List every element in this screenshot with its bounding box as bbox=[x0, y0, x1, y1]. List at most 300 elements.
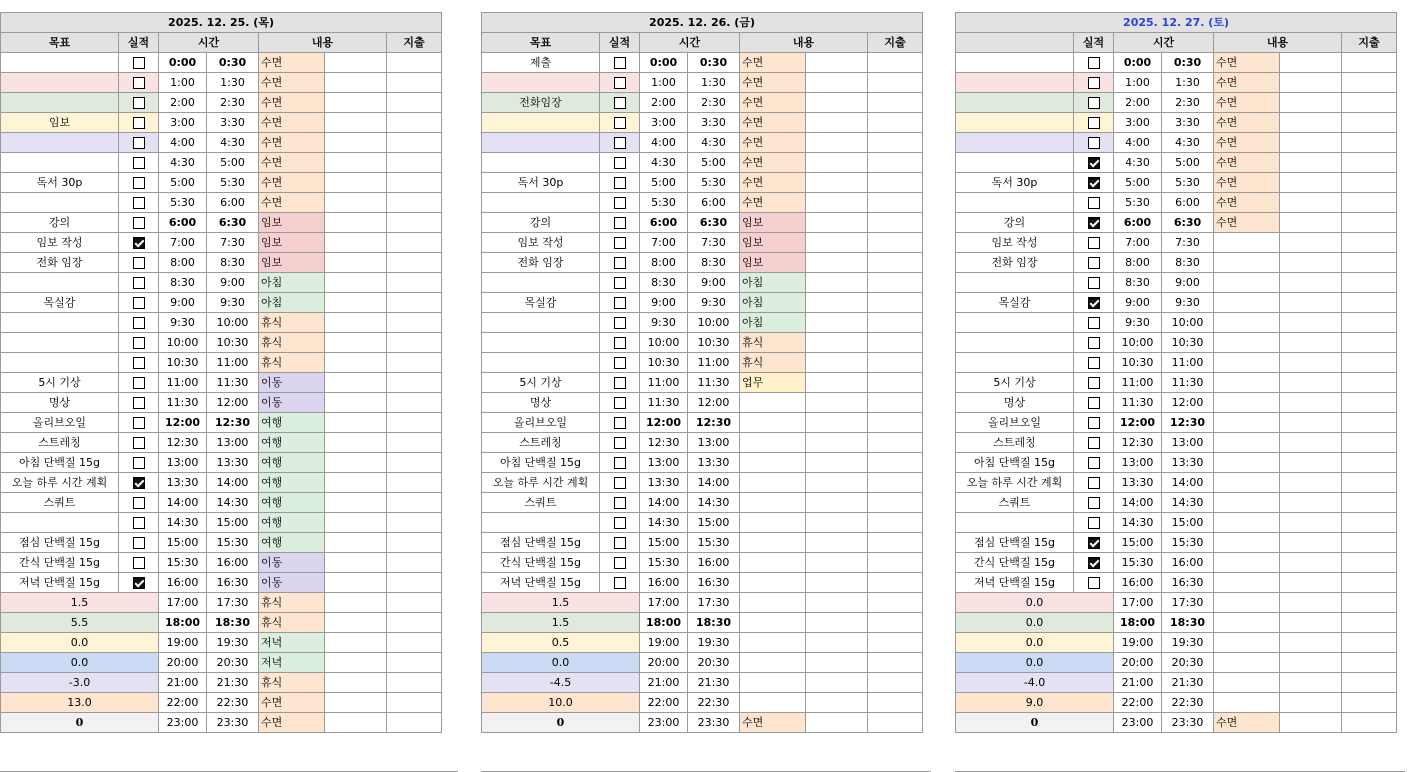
expense-cell[interactable] bbox=[387, 573, 442, 593]
content-note-cell[interactable] bbox=[325, 353, 387, 373]
content-note-cell[interactable] bbox=[325, 213, 387, 233]
expense-cell[interactable] bbox=[387, 93, 442, 113]
content-cell[interactable]: 수면 bbox=[740, 713, 806, 733]
goal-cell[interactable] bbox=[1, 353, 119, 373]
content-note-cell[interactable] bbox=[325, 553, 387, 573]
done-checkbox[interactable] bbox=[1088, 217, 1100, 229]
done-checkbox[interactable] bbox=[614, 397, 626, 409]
content-note-cell[interactable] bbox=[1280, 313, 1342, 333]
content-cell[interactable]: 아침 bbox=[259, 273, 325, 293]
goal-cell[interactable]: 오늘 하루 시간 계획 bbox=[956, 473, 1074, 493]
content-note-cell[interactable] bbox=[806, 233, 868, 253]
expense-cell[interactable] bbox=[868, 653, 923, 673]
done-checkbox[interactable] bbox=[614, 237, 626, 249]
expense-cell[interactable] bbox=[868, 613, 923, 633]
content-cell[interactable] bbox=[1214, 513, 1280, 533]
content-note-cell[interactable] bbox=[806, 173, 868, 193]
done-checkbox[interactable] bbox=[1088, 377, 1100, 389]
content-cell[interactable] bbox=[740, 393, 806, 413]
done-checkbox[interactable] bbox=[614, 517, 626, 529]
content-note-cell[interactable] bbox=[806, 633, 868, 653]
content-cell[interactable]: 수면 bbox=[1214, 93, 1280, 113]
content-note-cell[interactable] bbox=[1280, 633, 1342, 653]
done-checkbox[interactable] bbox=[614, 217, 626, 229]
content-note-cell[interactable] bbox=[1280, 393, 1342, 413]
expense-cell[interactable] bbox=[868, 233, 923, 253]
content-note-cell[interactable] bbox=[325, 393, 387, 413]
content-cell[interactable] bbox=[1214, 693, 1280, 713]
expense-cell[interactable] bbox=[387, 613, 442, 633]
done-checkbox[interactable] bbox=[614, 417, 626, 429]
goal-cell[interactable] bbox=[482, 153, 600, 173]
content-cell[interactable]: 수면 bbox=[1214, 113, 1280, 133]
content-cell[interactable] bbox=[1214, 433, 1280, 453]
content-cell[interactable] bbox=[740, 513, 806, 533]
expense-cell[interactable] bbox=[387, 193, 442, 213]
goal-cell[interactable]: 목실감 bbox=[482, 293, 600, 313]
content-note-cell[interactable] bbox=[806, 73, 868, 93]
goal-cell[interactable] bbox=[956, 93, 1074, 113]
content-cell[interactable]: 여행 bbox=[259, 473, 325, 493]
goal-cell[interactable]: 목실감 bbox=[1, 293, 119, 313]
content-cell[interactable]: 수면 bbox=[1214, 73, 1280, 93]
done-checkbox[interactable] bbox=[133, 257, 145, 269]
expense-cell[interactable] bbox=[1342, 133, 1397, 153]
expense-cell[interactable] bbox=[1342, 373, 1397, 393]
content-note-cell[interactable] bbox=[1280, 53, 1342, 73]
content-cell[interactable]: 수면 bbox=[259, 113, 325, 133]
content-cell[interactable]: 수면 bbox=[1214, 213, 1280, 233]
done-checkbox[interactable] bbox=[614, 297, 626, 309]
content-note-cell[interactable] bbox=[325, 93, 387, 113]
content-cell[interactable]: 수면 bbox=[1214, 53, 1280, 73]
expense-cell[interactable] bbox=[868, 473, 923, 493]
content-cell[interactable] bbox=[1214, 333, 1280, 353]
content-cell[interactable]: 임보 bbox=[740, 253, 806, 273]
content-cell[interactable] bbox=[1214, 273, 1280, 293]
goal-cell[interactable]: 저녁 단백질 15g bbox=[1, 573, 119, 593]
goal-cell[interactable]: 스트레칭 bbox=[1, 433, 119, 453]
content-note-cell[interactable] bbox=[806, 573, 868, 593]
expense-cell[interactable] bbox=[387, 333, 442, 353]
goal-cell[interactable]: 5시 기상 bbox=[956, 373, 1074, 393]
content-note-cell[interactable] bbox=[1280, 713, 1342, 733]
content-note-cell[interactable] bbox=[806, 93, 868, 113]
expense-cell[interactable] bbox=[868, 573, 923, 593]
goal-cell[interactable] bbox=[1, 53, 119, 73]
done-checkbox[interactable] bbox=[1088, 497, 1100, 509]
expense-cell[interactable] bbox=[1342, 313, 1397, 333]
content-note-cell[interactable] bbox=[325, 673, 387, 693]
expense-cell[interactable] bbox=[387, 293, 442, 313]
done-checkbox[interactable] bbox=[614, 357, 626, 369]
content-cell[interactable]: 여행 bbox=[259, 433, 325, 453]
content-note-cell[interactable] bbox=[806, 293, 868, 313]
goal-cell[interactable] bbox=[1, 153, 119, 173]
expense-cell[interactable] bbox=[1342, 553, 1397, 573]
done-checkbox[interactable] bbox=[614, 337, 626, 349]
expense-cell[interactable] bbox=[1342, 53, 1397, 73]
content-note-cell[interactable] bbox=[325, 373, 387, 393]
goal-cell[interactable]: 올리브오일 bbox=[482, 413, 600, 433]
goal-cell[interactable]: 전화 임장 bbox=[482, 253, 600, 273]
content-cell[interactable]: 수면 bbox=[259, 133, 325, 153]
content-cell[interactable]: 아침 bbox=[740, 313, 806, 333]
content-note-cell[interactable] bbox=[1280, 133, 1342, 153]
content-note-cell[interactable] bbox=[806, 273, 868, 293]
content-note-cell[interactable] bbox=[1280, 493, 1342, 513]
content-note-cell[interactable] bbox=[1280, 693, 1342, 713]
content-note-cell[interactable] bbox=[806, 513, 868, 533]
content-cell[interactable] bbox=[1214, 593, 1280, 613]
expense-cell[interactable] bbox=[387, 413, 442, 433]
content-note-cell[interactable] bbox=[325, 313, 387, 333]
expense-cell[interactable] bbox=[387, 313, 442, 333]
done-checkbox[interactable] bbox=[133, 417, 145, 429]
content-cell[interactable] bbox=[740, 493, 806, 513]
expense-cell[interactable] bbox=[1342, 173, 1397, 193]
content-note-cell[interactable] bbox=[325, 473, 387, 493]
goal-cell[interactable] bbox=[1, 313, 119, 333]
expense-cell[interactable] bbox=[868, 533, 923, 553]
done-checkbox[interactable] bbox=[133, 477, 145, 489]
content-note-cell[interactable] bbox=[806, 613, 868, 633]
content-cell[interactable] bbox=[740, 553, 806, 573]
expense-cell[interactable] bbox=[868, 213, 923, 233]
goal-cell[interactable] bbox=[956, 53, 1074, 73]
done-checkbox[interactable] bbox=[133, 157, 145, 169]
expense-cell[interactable] bbox=[868, 73, 923, 93]
expense-cell[interactable] bbox=[1342, 493, 1397, 513]
content-note-cell[interactable] bbox=[806, 453, 868, 473]
content-note-cell[interactable] bbox=[1280, 533, 1342, 553]
content-cell[interactable]: 수면 bbox=[740, 173, 806, 193]
expense-cell[interactable] bbox=[868, 633, 923, 653]
expense-cell[interactable] bbox=[1342, 693, 1397, 713]
content-cell[interactable]: 수면 bbox=[259, 153, 325, 173]
content-cell[interactable] bbox=[1214, 553, 1280, 573]
goal-cell[interactable]: 전화임장 bbox=[482, 93, 600, 113]
content-note-cell[interactable] bbox=[806, 313, 868, 333]
goal-cell[interactable] bbox=[956, 153, 1074, 173]
content-cell[interactable] bbox=[740, 653, 806, 673]
content-note-cell[interactable] bbox=[325, 153, 387, 173]
content-note-cell[interactable] bbox=[806, 113, 868, 133]
content-cell[interactable]: 수면 bbox=[740, 133, 806, 153]
done-checkbox[interactable] bbox=[614, 277, 626, 289]
goal-cell[interactable] bbox=[482, 113, 600, 133]
content-cell[interactable]: 수면 bbox=[259, 713, 325, 733]
goal-cell[interactable]: 오늘 하루 시간 계획 bbox=[482, 473, 600, 493]
content-cell[interactable]: 수면 bbox=[1214, 193, 1280, 213]
content-cell[interactable]: 저녁 bbox=[259, 633, 325, 653]
content-note-cell[interactable] bbox=[806, 153, 868, 173]
content-cell[interactable]: 수면 bbox=[740, 153, 806, 173]
content-note-cell[interactable] bbox=[806, 253, 868, 273]
goal-cell[interactable]: 명상 bbox=[1, 393, 119, 413]
expense-cell[interactable] bbox=[1342, 233, 1397, 253]
content-note-cell[interactable] bbox=[1280, 373, 1342, 393]
goal-cell[interactable]: 스쿼트 bbox=[956, 493, 1074, 513]
content-note-cell[interactable] bbox=[1280, 653, 1342, 673]
done-checkbox[interactable] bbox=[1088, 77, 1100, 89]
goal-cell[interactable]: 독서 30p bbox=[1, 173, 119, 193]
done-checkbox[interactable] bbox=[1088, 117, 1100, 129]
goal-cell[interactable]: 임보 작성 bbox=[482, 233, 600, 253]
goal-cell[interactable] bbox=[482, 133, 600, 153]
content-note-cell[interactable] bbox=[325, 173, 387, 193]
content-cell[interactable]: 이동 bbox=[259, 373, 325, 393]
goal-cell[interactable] bbox=[1, 333, 119, 353]
content-note-cell[interactable] bbox=[1280, 673, 1342, 693]
expense-cell[interactable] bbox=[1342, 413, 1397, 433]
goal-cell[interactable]: 간식 단백질 15g bbox=[482, 553, 600, 573]
done-checkbox[interactable] bbox=[614, 557, 626, 569]
done-checkbox[interactable] bbox=[614, 317, 626, 329]
done-checkbox[interactable] bbox=[133, 117, 145, 129]
expense-cell[interactable] bbox=[1342, 653, 1397, 673]
goal-cell[interactable] bbox=[956, 513, 1074, 533]
content-note-cell[interactable] bbox=[325, 73, 387, 93]
expense-cell[interactable] bbox=[387, 393, 442, 413]
content-cell[interactable]: 수면 bbox=[740, 193, 806, 213]
done-checkbox[interactable] bbox=[1088, 337, 1100, 349]
expense-cell[interactable] bbox=[868, 253, 923, 273]
expense-cell[interactable] bbox=[387, 653, 442, 673]
goal-cell[interactable] bbox=[482, 193, 600, 213]
done-checkbox[interactable] bbox=[133, 197, 145, 209]
done-checkbox[interactable] bbox=[133, 497, 145, 509]
content-note-cell[interactable] bbox=[806, 193, 868, 213]
done-checkbox[interactable] bbox=[133, 517, 145, 529]
content-cell[interactable]: 수면 bbox=[1214, 173, 1280, 193]
content-cell[interactable]: 여행 bbox=[259, 413, 325, 433]
done-checkbox[interactable] bbox=[614, 477, 626, 489]
done-checkbox[interactable] bbox=[1088, 237, 1100, 249]
content-cell[interactable] bbox=[1214, 373, 1280, 393]
content-note-cell[interactable] bbox=[325, 133, 387, 153]
content-note-cell[interactable] bbox=[1280, 513, 1342, 533]
done-checkbox[interactable] bbox=[1088, 517, 1100, 529]
expense-cell[interactable] bbox=[1342, 113, 1397, 133]
done-checkbox[interactable] bbox=[133, 177, 145, 189]
expense-cell[interactable] bbox=[1342, 73, 1397, 93]
expense-cell[interactable] bbox=[387, 213, 442, 233]
expense-cell[interactable] bbox=[868, 113, 923, 133]
goal-cell[interactable] bbox=[956, 313, 1074, 333]
done-checkbox[interactable] bbox=[1088, 437, 1100, 449]
expense-cell[interactable] bbox=[1342, 633, 1397, 653]
content-note-cell[interactable] bbox=[806, 653, 868, 673]
expense-cell[interactable] bbox=[1342, 353, 1397, 373]
goal-cell[interactable]: 5시 기상 bbox=[1, 373, 119, 393]
content-note-cell[interactable] bbox=[806, 213, 868, 233]
goal-cell[interactable]: 올리브오일 bbox=[956, 413, 1074, 433]
content-note-cell[interactable] bbox=[325, 233, 387, 253]
expense-cell[interactable] bbox=[1342, 613, 1397, 633]
expense-cell[interactable] bbox=[387, 73, 442, 93]
expense-cell[interactable] bbox=[868, 713, 923, 733]
goal-cell[interactable]: 명상 bbox=[482, 393, 600, 413]
expense-cell[interactable] bbox=[868, 673, 923, 693]
goal-cell[interactable] bbox=[956, 113, 1074, 133]
goal-cell[interactable]: 강의 bbox=[1, 213, 119, 233]
goal-cell[interactable]: 스쿼트 bbox=[482, 493, 600, 513]
expense-cell[interactable] bbox=[868, 93, 923, 113]
content-note-cell[interactable] bbox=[325, 253, 387, 273]
expense-cell[interactable] bbox=[868, 393, 923, 413]
done-checkbox[interactable] bbox=[133, 217, 145, 229]
goal-cell[interactable]: 강의 bbox=[956, 213, 1074, 233]
content-cell[interactable]: 임보 bbox=[259, 233, 325, 253]
goal-cell[interactable] bbox=[482, 313, 600, 333]
expense-cell[interactable] bbox=[387, 173, 442, 193]
goal-cell[interactable]: 점심 단백질 15g bbox=[956, 533, 1074, 553]
expense-cell[interactable] bbox=[868, 413, 923, 433]
done-checkbox[interactable] bbox=[1088, 317, 1100, 329]
goal-cell[interactable]: 점심 단백질 15g bbox=[1, 533, 119, 553]
goal-cell[interactable]: 전화 임장 bbox=[956, 253, 1074, 273]
done-checkbox[interactable] bbox=[133, 397, 145, 409]
expense-cell[interactable] bbox=[387, 453, 442, 473]
expense-cell[interactable] bbox=[1342, 673, 1397, 693]
done-checkbox[interactable] bbox=[614, 457, 626, 469]
content-note-cell[interactable] bbox=[806, 673, 868, 693]
content-cell[interactable] bbox=[1214, 673, 1280, 693]
expense-cell[interactable] bbox=[868, 513, 923, 533]
goal-cell[interactable] bbox=[956, 353, 1074, 373]
goal-cell[interactable]: 임보 작성 bbox=[1, 233, 119, 253]
done-checkbox[interactable] bbox=[614, 577, 626, 589]
content-note-cell[interactable] bbox=[325, 273, 387, 293]
content-cell[interactable] bbox=[1214, 313, 1280, 333]
expense-cell[interactable] bbox=[387, 433, 442, 453]
done-checkbox[interactable] bbox=[1088, 537, 1100, 549]
content-cell[interactable]: 여행 bbox=[259, 533, 325, 553]
done-checkbox[interactable] bbox=[1088, 457, 1100, 469]
goal-cell[interactable] bbox=[1, 513, 119, 533]
content-cell[interactable]: 수면 bbox=[259, 73, 325, 93]
content-note-cell[interactable] bbox=[1280, 273, 1342, 293]
content-cell[interactable]: 휴식 bbox=[259, 593, 325, 613]
content-cell[interactable] bbox=[1214, 493, 1280, 513]
content-cell[interactable]: 아침 bbox=[740, 273, 806, 293]
expense-cell[interactable] bbox=[387, 153, 442, 173]
goal-cell[interactable]: 임보 bbox=[1, 113, 119, 133]
done-checkbox[interactable] bbox=[133, 77, 145, 89]
content-note-cell[interactable] bbox=[1280, 333, 1342, 353]
content-note-cell[interactable] bbox=[325, 453, 387, 473]
content-cell[interactable] bbox=[740, 633, 806, 653]
expense-cell[interactable] bbox=[1342, 473, 1397, 493]
content-note-cell[interactable] bbox=[1280, 73, 1342, 93]
goal-cell[interactable]: 강의 bbox=[482, 213, 600, 233]
content-cell[interactable] bbox=[740, 593, 806, 613]
content-cell[interactable] bbox=[1214, 633, 1280, 653]
expense-cell[interactable] bbox=[387, 473, 442, 493]
expense-cell[interactable] bbox=[1342, 573, 1397, 593]
content-note-cell[interactable] bbox=[1280, 293, 1342, 313]
goal-cell[interactable]: 스트레칭 bbox=[482, 433, 600, 453]
done-checkbox[interactable] bbox=[133, 577, 145, 589]
content-note-cell[interactable] bbox=[1280, 353, 1342, 373]
content-note-cell[interactable] bbox=[806, 553, 868, 573]
content-note-cell[interactable] bbox=[1280, 613, 1342, 633]
done-checkbox[interactable] bbox=[1088, 57, 1100, 69]
done-checkbox[interactable] bbox=[614, 377, 626, 389]
content-note-cell[interactable] bbox=[325, 713, 387, 733]
content-note-cell[interactable] bbox=[806, 713, 868, 733]
expense-cell[interactable] bbox=[387, 53, 442, 73]
goal-cell[interactable]: 간식 단백질 15g bbox=[956, 553, 1074, 573]
content-cell[interactable]: 휴식 bbox=[259, 613, 325, 633]
content-note-cell[interactable] bbox=[806, 493, 868, 513]
goal-cell[interactable] bbox=[956, 133, 1074, 153]
expense-cell[interactable] bbox=[387, 273, 442, 293]
content-cell[interactable] bbox=[1214, 253, 1280, 273]
content-cell[interactable]: 저녁 bbox=[259, 653, 325, 673]
content-cell[interactable] bbox=[740, 453, 806, 473]
goal-cell[interactable] bbox=[482, 333, 600, 353]
done-checkbox[interactable] bbox=[133, 297, 145, 309]
content-cell[interactable] bbox=[1214, 353, 1280, 373]
goal-cell[interactable] bbox=[482, 273, 600, 293]
content-cell[interactable]: 수면 bbox=[259, 693, 325, 713]
content-cell[interactable]: 아침 bbox=[259, 293, 325, 313]
done-checkbox[interactable] bbox=[133, 277, 145, 289]
expense-cell[interactable] bbox=[868, 453, 923, 473]
goal-cell[interactable] bbox=[956, 333, 1074, 353]
content-cell[interactable] bbox=[1214, 573, 1280, 593]
goal-cell[interactable]: 목실감 bbox=[956, 293, 1074, 313]
content-cell[interactable]: 수면 bbox=[1214, 153, 1280, 173]
expense-cell[interactable] bbox=[1342, 533, 1397, 553]
content-note-cell[interactable] bbox=[806, 473, 868, 493]
done-checkbox[interactable] bbox=[1088, 397, 1100, 409]
expense-cell[interactable] bbox=[868, 593, 923, 613]
content-cell[interactable] bbox=[1214, 293, 1280, 313]
content-cell[interactable]: 수면 bbox=[740, 53, 806, 73]
content-cell[interactable]: 휴식 bbox=[740, 353, 806, 373]
done-checkbox[interactable] bbox=[614, 437, 626, 449]
goal-cell[interactable] bbox=[482, 353, 600, 373]
expense-cell[interactable] bbox=[387, 513, 442, 533]
goal-cell[interactable]: 간식 단백질 15g bbox=[1, 553, 119, 573]
content-note-cell[interactable] bbox=[806, 353, 868, 373]
done-checkbox[interactable] bbox=[1088, 357, 1100, 369]
done-checkbox[interactable] bbox=[133, 97, 145, 109]
content-note-cell[interactable] bbox=[806, 133, 868, 153]
content-note-cell[interactable] bbox=[325, 53, 387, 73]
done-checkbox[interactable] bbox=[614, 137, 626, 149]
expense-cell[interactable] bbox=[1342, 713, 1397, 733]
content-note-cell[interactable] bbox=[806, 593, 868, 613]
content-cell[interactable] bbox=[740, 433, 806, 453]
expense-cell[interactable] bbox=[868, 153, 923, 173]
content-note-cell[interactable] bbox=[806, 53, 868, 73]
content-note-cell[interactable] bbox=[806, 693, 868, 713]
content-cell[interactable]: 수면 bbox=[740, 113, 806, 133]
expense-cell[interactable] bbox=[387, 553, 442, 573]
content-note-cell[interactable] bbox=[1280, 233, 1342, 253]
content-cell[interactable] bbox=[740, 613, 806, 633]
goal-cell[interactable]: 점심 단백질 15g bbox=[482, 533, 600, 553]
done-checkbox[interactable] bbox=[133, 557, 145, 569]
done-checkbox[interactable] bbox=[133, 137, 145, 149]
content-note-cell[interactable] bbox=[1280, 433, 1342, 453]
content-note-cell[interactable] bbox=[1280, 553, 1342, 573]
content-note-cell[interactable] bbox=[1280, 173, 1342, 193]
